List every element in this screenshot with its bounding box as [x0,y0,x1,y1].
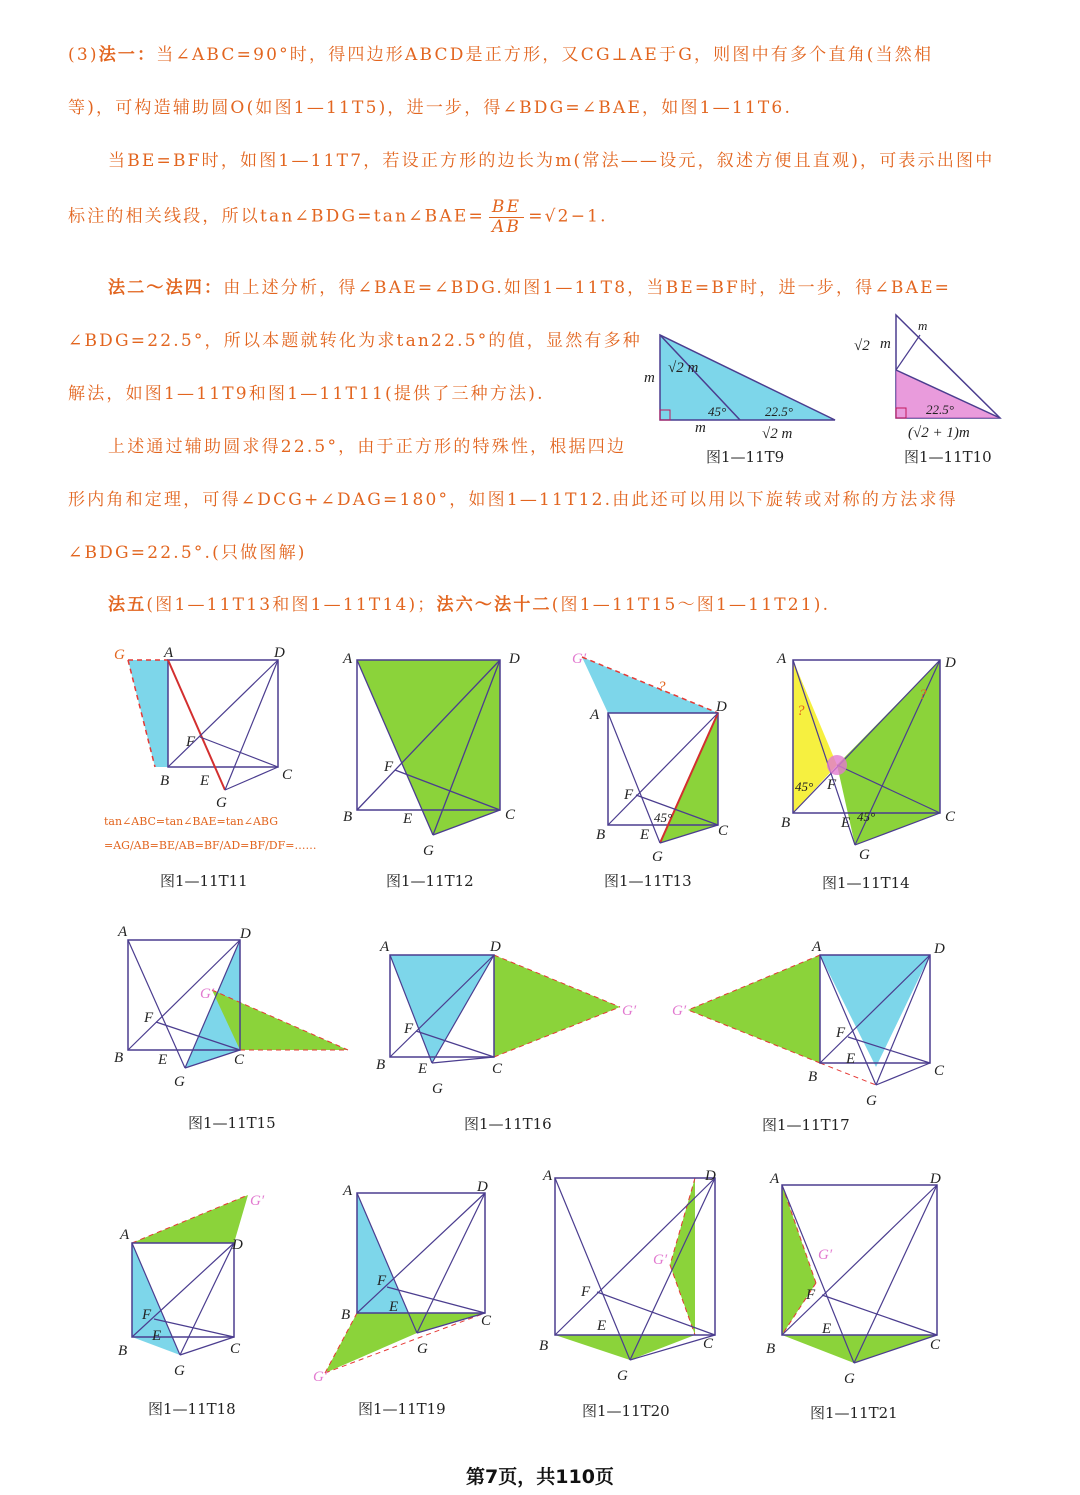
tan-note-line-1: tan∠ABC=tan∠BAE=tan∠ABG [104,815,278,828]
caption-t17: 图1—11T17 [762,1116,850,1134]
label-d: D [509,651,520,667]
method-one-heading: 法一： [98,45,157,65]
label-c: C [230,1341,241,1357]
label-d: D [477,1179,488,1195]
caption-t20: 图1—11T20 [582,1402,670,1420]
label-b: B [114,1050,124,1066]
figure-t10 [850,310,1020,445]
label-g: G [417,1341,428,1357]
label-g: G [216,795,227,811]
figure-t16 [372,935,642,1095]
figure-t9 [640,330,850,445]
label-g: G [174,1363,185,1379]
label-g: G [866,1093,877,1109]
caption-t15: 图1—11T15 [188,1114,276,1132]
label-f: F [144,1010,154,1026]
figure-t18 [110,1185,275,1379]
paragraph-line-10: ∠BDG=22.5°.(只做图解) [68,543,307,563]
label-a: A [380,939,390,955]
label-e: E [841,815,851,831]
label-c: C [934,1063,945,1079]
line-11-text-a: (图1—11T13和图1—11T14)； [146,595,437,615]
label-e: E [640,827,650,843]
paragraph-line-9: 形内角和定理，可得∠DCG+∠DAG=180°，如图1—11T12.由此还可以用以下旋转或对称的方法求得 [68,490,958,510]
line-11-text-b: (图1—11T15～图1—11T21). [551,595,831,615]
label-g-prime: G′ [200,986,215,1002]
label-f: F [404,1021,414,1037]
label-a: A [812,939,822,955]
label-e: E [403,811,413,827]
label-f: F [581,1284,591,1300]
figure-t14 [775,645,980,863]
label-e: E [389,1299,399,1315]
caption-t13: 图1—11T13 [604,872,692,890]
label-d: D [716,699,727,715]
label-g: G [617,1368,628,1384]
label-d: D [274,645,285,661]
label-f: F [377,1273,387,1289]
figure-t15 [110,920,355,1090]
method-five-heading: 法五 [108,595,147,615]
page-footer: 第7页，共110页 [466,1466,614,1488]
label-e: E [822,1321,832,1337]
label-f: F [186,734,196,750]
line-5-text: 由上述分析，得∠BAE=∠BDG.如图1—11T8，当BE=BF时，进一步，得∠BAE= [223,278,952,298]
line-1-text: 当∠ABC=90°时，得四边形ABCD是正方形，又CG⊥AE于G，则图中有多个直角(当然相 [156,45,934,65]
label-e: E [846,1051,856,1067]
label-m-left: m [644,370,655,386]
label-c: C [282,767,293,783]
fraction-denominator: AB [491,216,522,237]
caption-t19: 图1—11T19 [358,1400,446,1418]
paragraph-line-7: 解法，如图1—11T9和图1—11T11(提供了三种方法). [68,384,545,404]
figure-t20 [535,1160,735,1385]
label-e: E [418,1061,428,1077]
label-a: A [770,1171,780,1187]
label-b: B [343,809,353,825]
label-b: B [766,1341,776,1357]
label-b: B [781,815,791,831]
label-g-prime: G′ [672,1003,687,1019]
label-f: F [384,759,394,775]
paragraph-line-4 [68,198,608,236]
label-b: B [376,1057,386,1073]
label-e: E [158,1052,168,1068]
label-g: G [174,1074,185,1090]
label-f: F [624,787,634,803]
label-a: A [343,651,353,667]
label-a: A [777,651,787,667]
label-g-prime: G′ [653,1252,668,1268]
label-c: C [234,1052,245,1068]
label-f: F [836,1025,846,1041]
label-g: G [432,1081,443,1097]
fraction-numerator: BE [489,198,524,218]
label-e: E [597,1318,607,1334]
line-4-result: =√2−1. [528,206,608,227]
label-b: B [160,773,170,789]
caption-t18: 图1—11T18 [148,1400,236,1418]
paragraph-line-3: 当BE=BF时，如图1—11T7，若设正方形的边长为m(常法——设元，叙述方便且直观)，可表示出图中 [108,151,995,171]
tan-note-line-2: =AG/AB=BE/AB=BF/AD=BF/DF=…… [104,839,317,852]
label-c: C [718,823,729,839]
label-a: A [120,1227,130,1243]
label-d: D [934,941,945,957]
fraction-be-ab [489,198,524,236]
label-g-prime: G′ [250,1193,265,1209]
label-g: G [652,849,663,865]
label-b: B [539,1338,549,1354]
label-b: B [808,1069,818,1085]
label-f: F [806,1287,816,1303]
method-six-twelve-heading: 法六～法十二 [436,595,552,615]
label-sqrt2p1m: (√2 + 1)m [908,425,970,441]
label-e: E [200,773,210,789]
label-a: A [343,1183,353,1199]
label-22-5: 22.5° [926,402,954,417]
figure-t12 [335,645,535,859]
label-b: B [596,827,606,843]
caption-t16: 图1—11T16 [464,1115,552,1133]
label-45: 45° [708,404,727,419]
paragraph-line-8: 上述通过辅助圆求得22.5°，由于正方形的特殊性，根据四边 [108,437,627,457]
label-b: B [118,1343,128,1359]
label-45-left: 45° [795,779,814,794]
label-question: ? [658,679,666,695]
label-g-prime: G′ [818,1247,833,1263]
label-c: C [505,807,516,823]
item-number: (3) [68,45,99,65]
figure-t13 [568,645,768,865]
caption-t10: 图1—11T10 [904,448,992,466]
label-c: C [930,1337,941,1353]
label-a: A [164,645,174,661]
caption-t9: 图1—11T9 [706,448,785,466]
paragraph-line-5 [108,273,951,298]
label-sqrt2m-upper: √2 m [668,360,699,376]
label-c: C [945,809,956,825]
label-a: A [118,924,128,940]
label-d: D [945,655,956,671]
label-f: F [827,777,837,793]
method-two-four-heading: 法二～法四： [108,278,224,298]
label-e: E [152,1328,162,1344]
line-4-text: 标注的相关线段，所以tan∠BDG=tan∠BAE= [68,206,485,227]
label-d: D [232,1237,243,1253]
label-d: D [930,1171,941,1187]
label-f: F [142,1307,152,1323]
label-g-prime: G′ [313,1369,328,1385]
label-g: G [423,843,434,859]
label-question-left: ? [797,703,805,719]
label-m-side: m [880,336,891,352]
caption-t11: 图1—11T11 [160,872,248,890]
label-c: C [481,1313,492,1329]
label-d: D [490,939,501,955]
label-g: G [859,847,870,863]
caption-t12: 图1—11T12 [386,872,474,890]
label-g: G [844,1371,855,1387]
label-sqrt2: √2 [854,338,870,354]
figure-t11 [100,645,300,811]
label-c: C [703,1336,714,1352]
label-22-5: 22.5° [765,404,793,419]
caption-t14: 图1—11T14 [822,874,910,892]
label-sqrt2m-bottom: √2 m [762,426,793,442]
figure-t19 [305,1175,505,1385]
label-g-prime: G′ [572,651,587,667]
label-question-right: ? [919,687,927,703]
label-d: D [705,1168,716,1184]
paragraph-line-11 [108,590,830,615]
paragraph-line-6: ∠BDG=22.5°，所以本题就转化为求tan22.5°的值，显然有多种 [68,331,643,351]
caption-t21: 图1—11T21 [810,1404,898,1422]
label-a: A [543,1168,553,1184]
label-45-right: 45° [857,809,876,824]
label-m: m [918,318,928,333]
label-m-bottom: m [695,420,706,436]
label-g-prime: G′ [622,1003,637,1019]
label-a: A [590,707,600,723]
label-d: D [240,926,251,942]
figure-t21 [762,1165,962,1390]
tan-note [104,810,316,858]
label-g-prime: G [114,647,125,663]
label-b: B [341,1307,351,1323]
paragraph-line-1 [68,40,933,65]
label-c: C [492,1061,503,1077]
label-45: 45° [654,810,673,825]
paragraph-line-2: 等)，可构造辅助圆O(如图1—11T5)，进一步，得∠BDG=∠BAE，如图1—11T6. [68,98,793,118]
figure-t17 [668,935,958,1109]
